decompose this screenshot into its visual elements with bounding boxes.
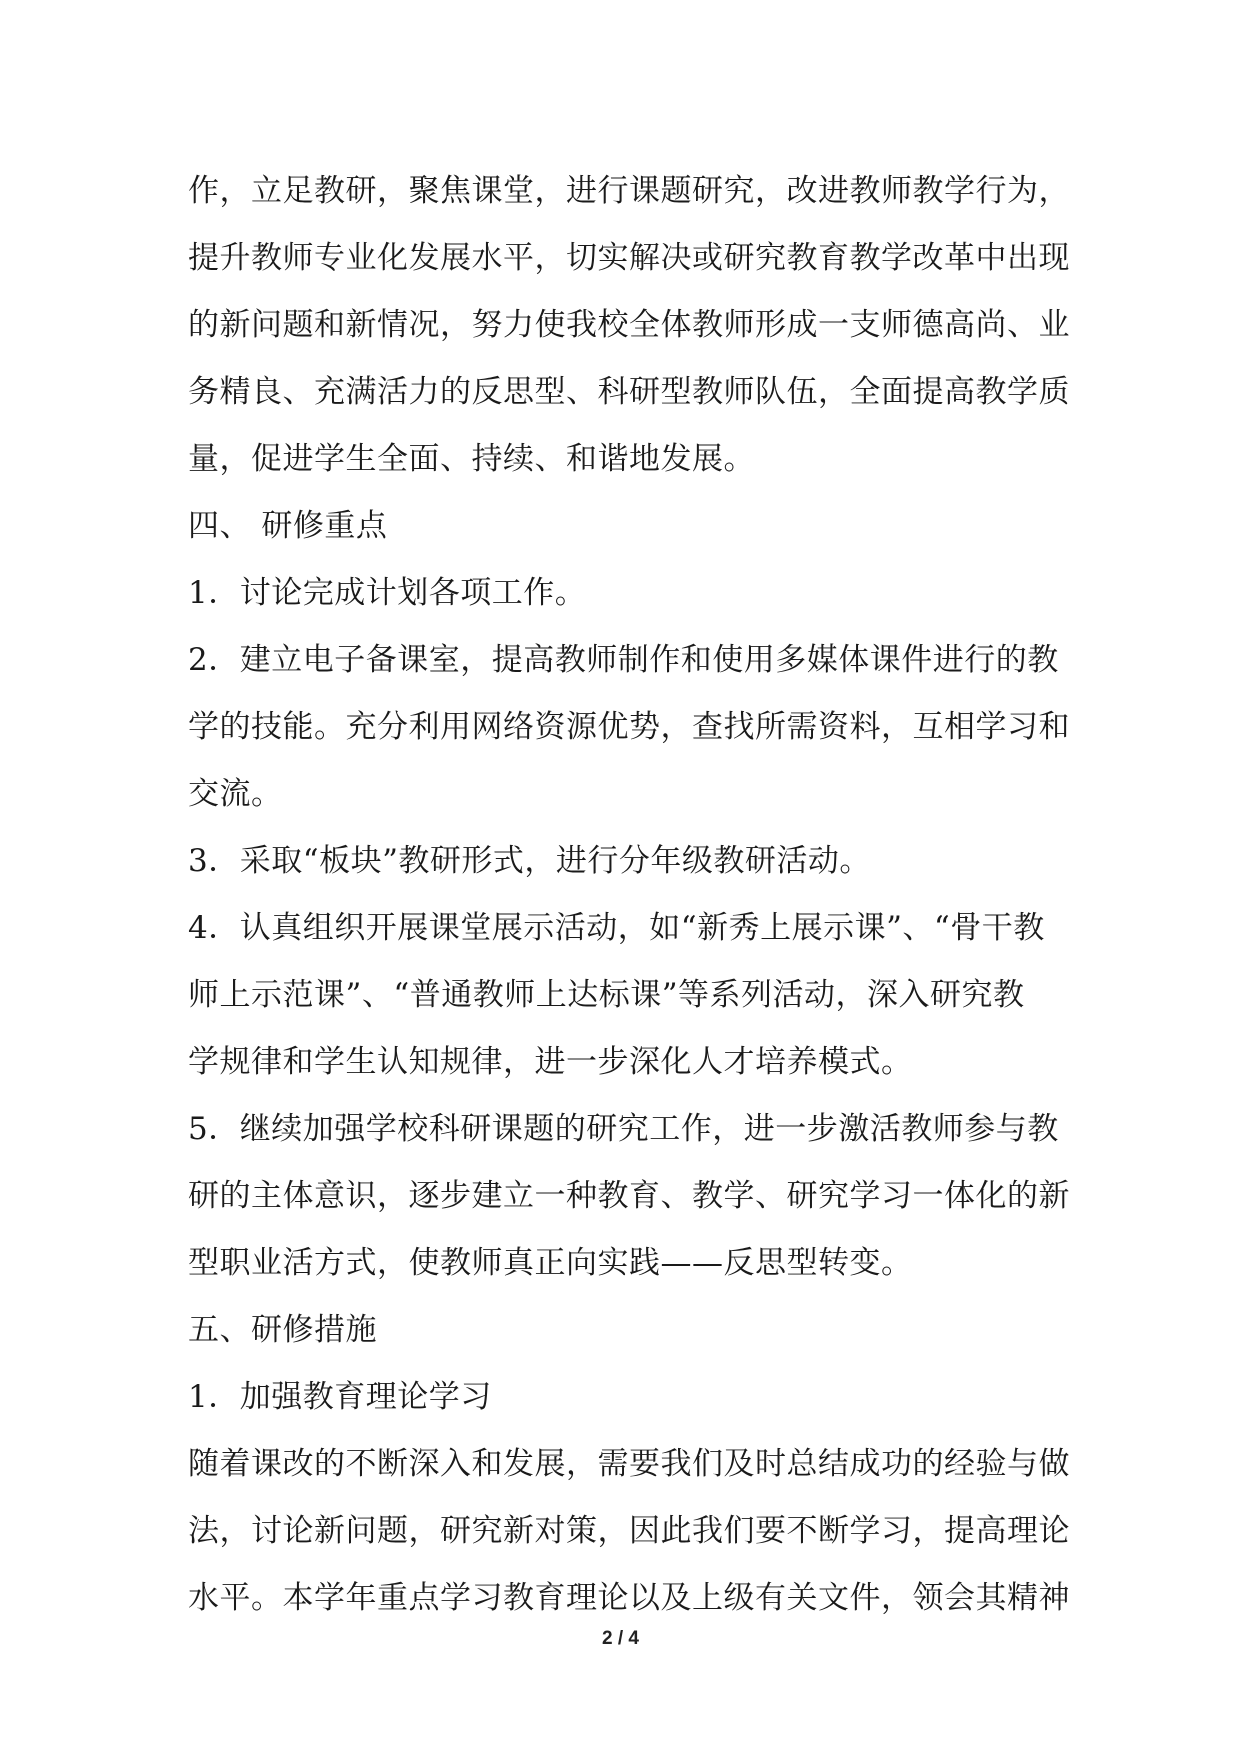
text-line: 学规律和学生认知规律，进一步深化人才培养模式。: [188, 1044, 913, 1080]
text-line: 2．建立电子备课室，提高教师制作和使用多媒体课件进行的教: [188, 642, 1059, 678]
text-line: 型职业活方式，使教师真正向实践——反思型转变。: [188, 1245, 913, 1281]
text-line: 务精良、充满活力的反思型、科研型教师队伍，全面提高教学质: [188, 374, 1070, 410]
text-line: 师上示范课”、“普通教师上达标课”等系列活动，深入研究教: [188, 977, 1025, 1013]
text-line: 随着课改的不断深入和发展，需要我们及时总结成功的经验与做: [188, 1446, 1070, 1482]
subsection-heading: 1．加强教育理论学习: [188, 1379, 492, 1415]
section-heading-4: 四、 研修重点: [188, 508, 388, 544]
text-line: 研的主体意识，逐步建立一种教育、教学、研究学习一体化的新: [188, 1178, 1070, 1214]
text-line: 学的技能。充分利用网络资源优势，查找所需资料，互相学习和: [188, 709, 1070, 745]
text-line: 交流。: [188, 776, 283, 812]
text-line: 1．讨论完成计划各项工作。: [188, 575, 587, 611]
text-line: 提升教师专业化发展水平，切实解决或研究教育教学改革中出现: [188, 240, 1070, 276]
text-line: 量，促进学生全面、持续、和谐地发展。: [188, 441, 755, 477]
body-text: [188, 158, 1068, 1632]
text-line: 的新问题和新情况，努力使我校全体教师形成一支师德高尚、业: [188, 307, 1070, 343]
text-line: 作，立足教研，聚焦课堂，进行课题研究，改进教师教学行为，: [188, 173, 1070, 209]
text-line: 法，讨论新问题，研究新对策，因此我们要不断学习，提高理论: [188, 1513, 1070, 1549]
section-heading-5: 五、研修措施: [188, 1312, 377, 1348]
text-line: 4．认真组织开展课堂展示活动，如“新秀上展示课”、“骨干教: [188, 910, 1045, 946]
text-line: 3．采取“板块”教研形式，进行分年级教研活动。: [188, 843, 871, 879]
text-line: 水平。本学年重点学习教育理论以及上级有关文件，领会其精神: [188, 1580, 1070, 1616]
text-line: 5．继续加强学校科研课题的研究工作，进一步激活教师参与教: [188, 1111, 1059, 1147]
page-number: 2 / 4: [602, 1628, 639, 1649]
